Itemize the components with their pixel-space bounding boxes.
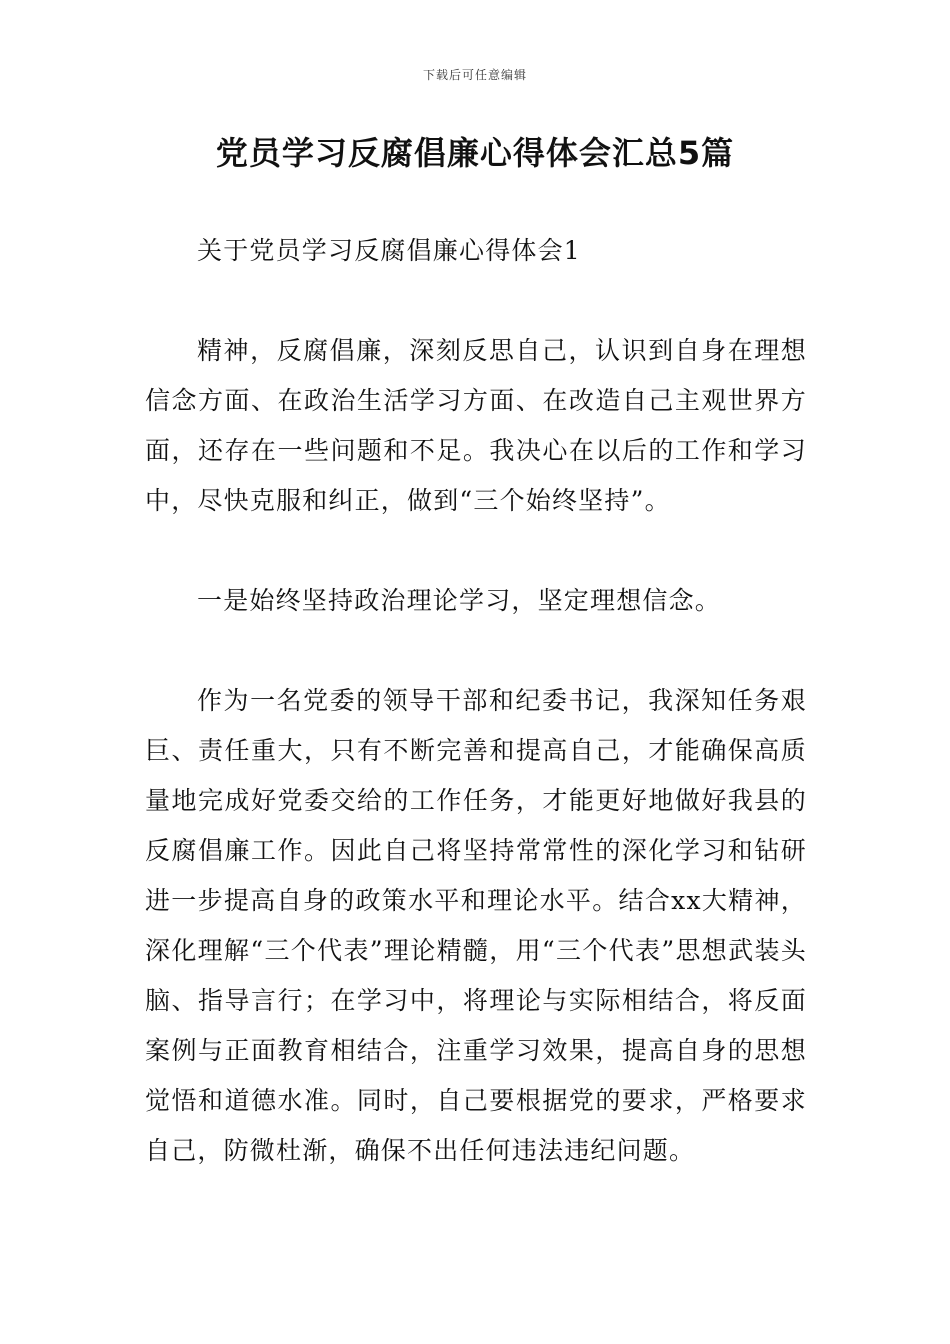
document-title: 党员学习反腐倡廉心得体会汇总5篇 (215, 134, 735, 172)
paragraph-spacer (145, 276, 807, 326)
header-note: 下载后可任意编辑 (422, 68, 527, 82)
body-paragraph-3: 作为一名党委的领导干部和纪委书记，我深知任务艰巨、责任重大，只有不断完善和提高自己，才能确保高质量地完成好党委交给的工作任务，才能更好地做好我县的反腐倡廉工作。因此自己将坚持常常性的深化学习和钻研进一步提高自身的政策水平和理论水平。结合xx大精神，深化理解“三个代表”理论精髓，用“三个代表”思想武装头脑、指导言行；在学习中，将理论与实际相结合，将反面案例与正面教育相结合，注重学习效果，提高自身的思想觉悟和道德水准。同时，自己要根据党的要求，严格要求自己，防微杜渐，确保不出任何违法违纪问题。 (145, 686, 807, 1165)
body-paragraph-1: 精神，反腐倡廉，深刻反思自己，认识到自身在理想信念方面、在政治生活学习方面、在改造自己主观世界方面，还存在一些问题和不足。我决心在以后的工作和学习中，尽快克服和纠正，做到“三个始终坚持”。 (145, 336, 807, 515)
paragraph-spacer (145, 526, 807, 576)
section-subtitle: 关于党员学习反腐倡廉心得体会1 (197, 236, 581, 265)
paragraph-spacer (145, 626, 807, 676)
body-paragraph-2: 一是始终坚持政治理论学习，坚定理想信念。 (197, 586, 722, 615)
document-body (145, 226, 807, 1176)
